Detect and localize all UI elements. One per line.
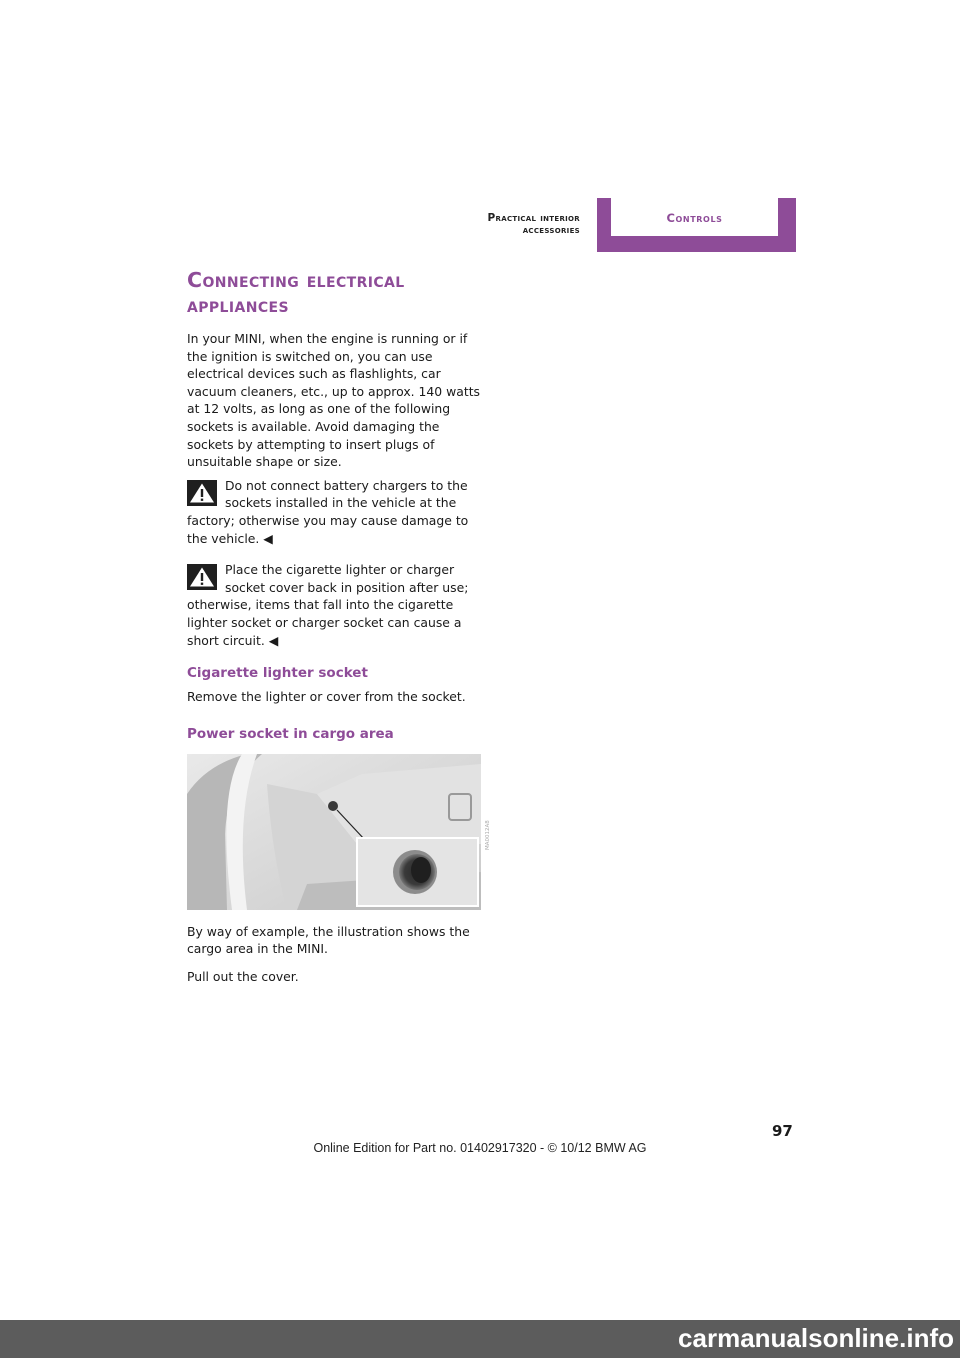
subheading-cigarette-lighter: Cigarette lighter socket xyxy=(187,665,368,682)
instruction-text: Pull out the cover. xyxy=(187,968,299,984)
watermark-bar xyxy=(0,1320,960,1358)
warning-cover-text: Place the cigarette lighter or charger socket cover back in position after use; otherwise, items that fall into the cigarette lighter socket or charger socket can cause a short circuit. xyxy=(187,562,469,648)
figure-caption: By way of example, the illustration shows the cargo area in the MINI. xyxy=(187,923,470,957)
intro-paragraph: In your MINI, when the engine is running or if the ignition is switched on, you can use electrical devices such as flashlights, car vacuum cleaners, etc., up to approx. 140 watts at 12 volts, as long as one of the following sockets is available. Avoid damaging the sockets by attempting to insert plugs of unsuitable shape or size. xyxy=(187,331,481,470)
cigarette-lighter-text: Remove the lighter or cover from the socket. xyxy=(187,689,466,705)
cargo-area-figure xyxy=(187,754,491,911)
warning-battery-text: Do not connect battery chargers to the sockets installed in the vehicle at the factory; otherwise you may cause damage to the vehicle. xyxy=(187,477,469,546)
warning-battery-chargers xyxy=(187,477,483,547)
end-mark: ◀ xyxy=(263,530,273,546)
page-number: 97 xyxy=(772,1122,793,1140)
watermark-text: carmanualsonline.info xyxy=(678,1323,954,1353)
section-title: Practical interior accessories xyxy=(487,212,580,236)
warning-socket-cover xyxy=(187,561,483,649)
end-mark: ◀ xyxy=(268,632,279,648)
warning-triangle-icon xyxy=(187,564,217,590)
cargo-area-photo xyxy=(187,754,481,910)
chapter-tab-label: Controls xyxy=(666,211,723,225)
content-column xyxy=(187,268,491,985)
footer-edition: Online Edition for Part no. 01402917320 - © 10/12 BMW AG xyxy=(313,1141,647,1155)
subheading-power-socket: Power socket in cargo area xyxy=(187,725,394,742)
warning-triangle-icon xyxy=(187,480,217,506)
chapter-tab xyxy=(597,198,796,252)
page-heading: Connecting electrical appliances xyxy=(187,268,405,317)
figure-code: MA0012A8 xyxy=(485,819,491,850)
